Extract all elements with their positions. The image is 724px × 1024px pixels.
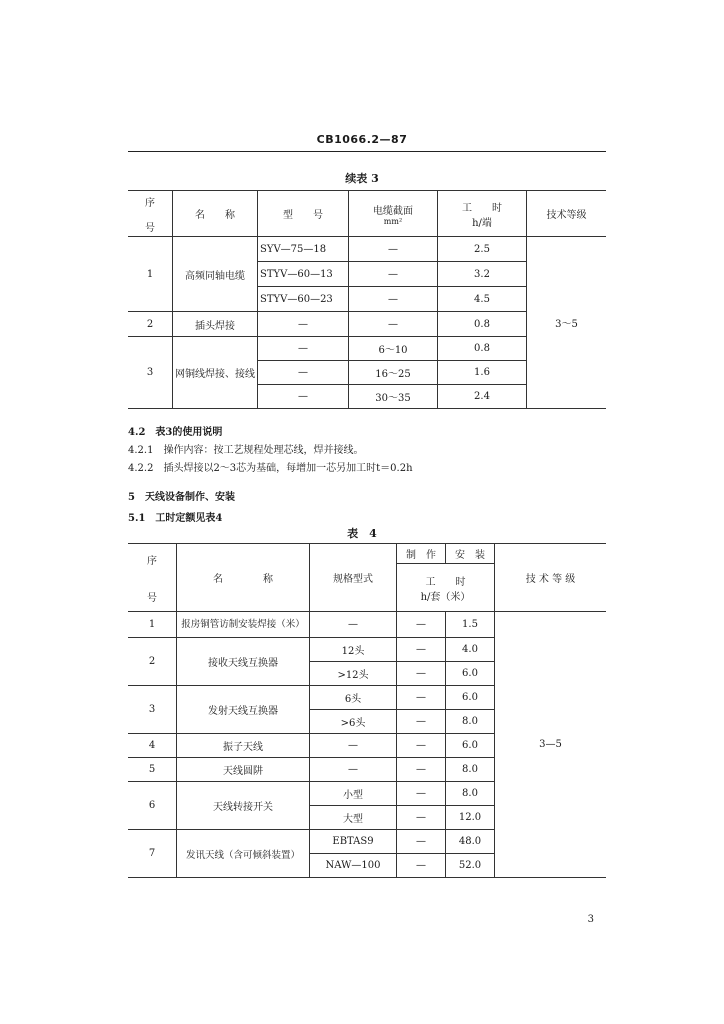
t4-header-grade: 技 术 等 级 (495, 544, 607, 612)
t4-install: 1.5 (446, 612, 495, 638)
t4-install: 6.0 (446, 734, 495, 758)
section-4-2-2: 4.2.2 插头焊接以2～3芯为基础，每增加一芯另加工时t＝0.2h (128, 463, 413, 474)
t4-make: — (397, 612, 446, 638)
t3-hours: 2.4 (438, 385, 527, 409)
t3-hours: 3.2 (438, 262, 527, 287)
t4-seq: 1 (128, 612, 177, 638)
header-rule (128, 151, 606, 152)
t4-seq: 4 (128, 734, 177, 758)
t4-spec: 12头 (310, 638, 397, 662)
t3-seq: 3 (128, 337, 173, 409)
t4-seq: 2 (128, 638, 177, 686)
t4-install: 48.0 (446, 830, 495, 854)
table3-caption: 续表 3 (345, 172, 379, 185)
t3-hours: 1.6 (438, 361, 527, 385)
t4-make: — (397, 734, 446, 758)
table-row (128, 612, 606, 638)
t3-section: — (349, 262, 438, 287)
t4-make: — (397, 662, 446, 686)
document-header: CB1066.2—87 (316, 133, 408, 146)
t3-name: 高频同轴电缆 (173, 237, 258, 312)
t4-install: 12.0 (446, 806, 495, 830)
t4-header-install: 安 装 (446, 544, 495, 564)
table-3 (128, 190, 606, 409)
t3-header-seq: 序 号 (128, 191, 173, 237)
t3-header-model: 型 号 (258, 191, 349, 237)
t3-section: 6～10 (349, 337, 438, 361)
t3-seq: 1 (128, 237, 173, 312)
t4-name: 报房铜管访制安装焊接（米） (177, 612, 310, 638)
t3-hours: 4.5 (438, 287, 527, 312)
t4-make: — (397, 758, 446, 782)
t3-name: 网铜线焊接、接线 (173, 337, 258, 409)
section-4-2-1: 4.2.1 操作内容：按工艺规程处理芯线，焊并接线。 (128, 445, 364, 456)
t4-seq: 5 (128, 758, 177, 782)
t4-name: 天线转接开关 (177, 782, 310, 830)
t4-spec: — (310, 612, 397, 638)
t3-section: — (349, 312, 438, 337)
t4-grade: 3—5 (495, 612, 607, 878)
t4-name: 接收天线互换器 (177, 638, 310, 686)
t3-header-hours: 工 时 h/端 (438, 191, 527, 237)
t3-header-section: 电缆截面 mm² (349, 191, 438, 237)
t4-make: — (397, 830, 446, 854)
section-5-1: 5.1 工时定额见表4 (128, 513, 223, 524)
t4-make: — (397, 638, 446, 662)
t3-model: — (258, 385, 349, 409)
t4-spec: EBTAS9 (310, 830, 397, 854)
t4-spec: >6头 (310, 710, 397, 734)
t3-hours: 0.8 (438, 337, 527, 361)
t4-make: — (397, 854, 446, 878)
t3-section: — (349, 287, 438, 312)
t4-install: 8.0 (446, 782, 495, 806)
t4-install: 4.0 (446, 638, 495, 662)
t4-name: 发讯天线（含可倾斜装置） (177, 830, 310, 878)
t4-make: — (397, 782, 446, 806)
table4-caption: 表 4 (347, 527, 377, 540)
page-number: 3 (587, 914, 594, 925)
t3-header-name: 名 称 (173, 191, 258, 237)
t3-name: 插头焊接 (173, 312, 258, 337)
t3-section: — (349, 237, 438, 262)
t4-seq: 3 (128, 686, 177, 734)
t4-spec: 6头 (310, 686, 397, 710)
t3-section: 30～35 (349, 385, 438, 409)
t4-install: 8.0 (446, 710, 495, 734)
t3-model: STYV—60—23 (258, 287, 349, 312)
t4-header-name: 名 称 (177, 544, 310, 612)
t3-hours: 2.5 (438, 237, 527, 262)
t4-install: 6.0 (446, 662, 495, 686)
t4-make: — (397, 806, 446, 830)
section-5: 5 天线设备制作、安装 (128, 492, 235, 503)
t4-header-spec: 规格型式 (310, 544, 397, 612)
t4-spec: 大型 (310, 806, 397, 830)
t4-header-seq: 序 号 (128, 544, 177, 612)
t4-seq: 6 (128, 782, 177, 830)
t3-model: STYV—60—13 (258, 262, 349, 287)
t3-seq: 2 (128, 312, 173, 337)
t4-seq: 7 (128, 830, 177, 878)
t4-spec: — (310, 758, 397, 782)
t3-model: — (258, 312, 349, 337)
t3-model: SYV—75—18 (258, 237, 349, 262)
t3-section: 16～25 (349, 361, 438, 385)
t3-header-grade: 技术等级 (527, 191, 607, 237)
t4-spec: — (310, 734, 397, 758)
t3-model: — (258, 337, 349, 361)
t4-spec: >12头 (310, 662, 397, 686)
t4-install: 52.0 (446, 854, 495, 878)
t4-install: 6.0 (446, 686, 495, 710)
t4-name: 振子天线 (177, 734, 310, 758)
t4-spec: 小型 (310, 782, 397, 806)
t4-name: 发射天线互换器 (177, 686, 310, 734)
table-4 (128, 543, 606, 878)
t4-name: 天线圆阱 (177, 758, 310, 782)
t4-install: 8.0 (446, 758, 495, 782)
t3-grade: 3～5 (527, 237, 607, 409)
t3-model: — (258, 361, 349, 385)
t3-hours: 0.8 (438, 312, 527, 337)
section-4-2: 4.2 表3的使用说明 (128, 427, 223, 438)
t4-make: — (397, 710, 446, 734)
t4-header-hours: 工 时 h/套（米） (397, 564, 495, 612)
t4-header-make: 制 作 (397, 544, 446, 564)
table-row (128, 237, 606, 262)
t4-spec: NAW—100 (310, 854, 397, 878)
t4-make: — (397, 686, 446, 710)
